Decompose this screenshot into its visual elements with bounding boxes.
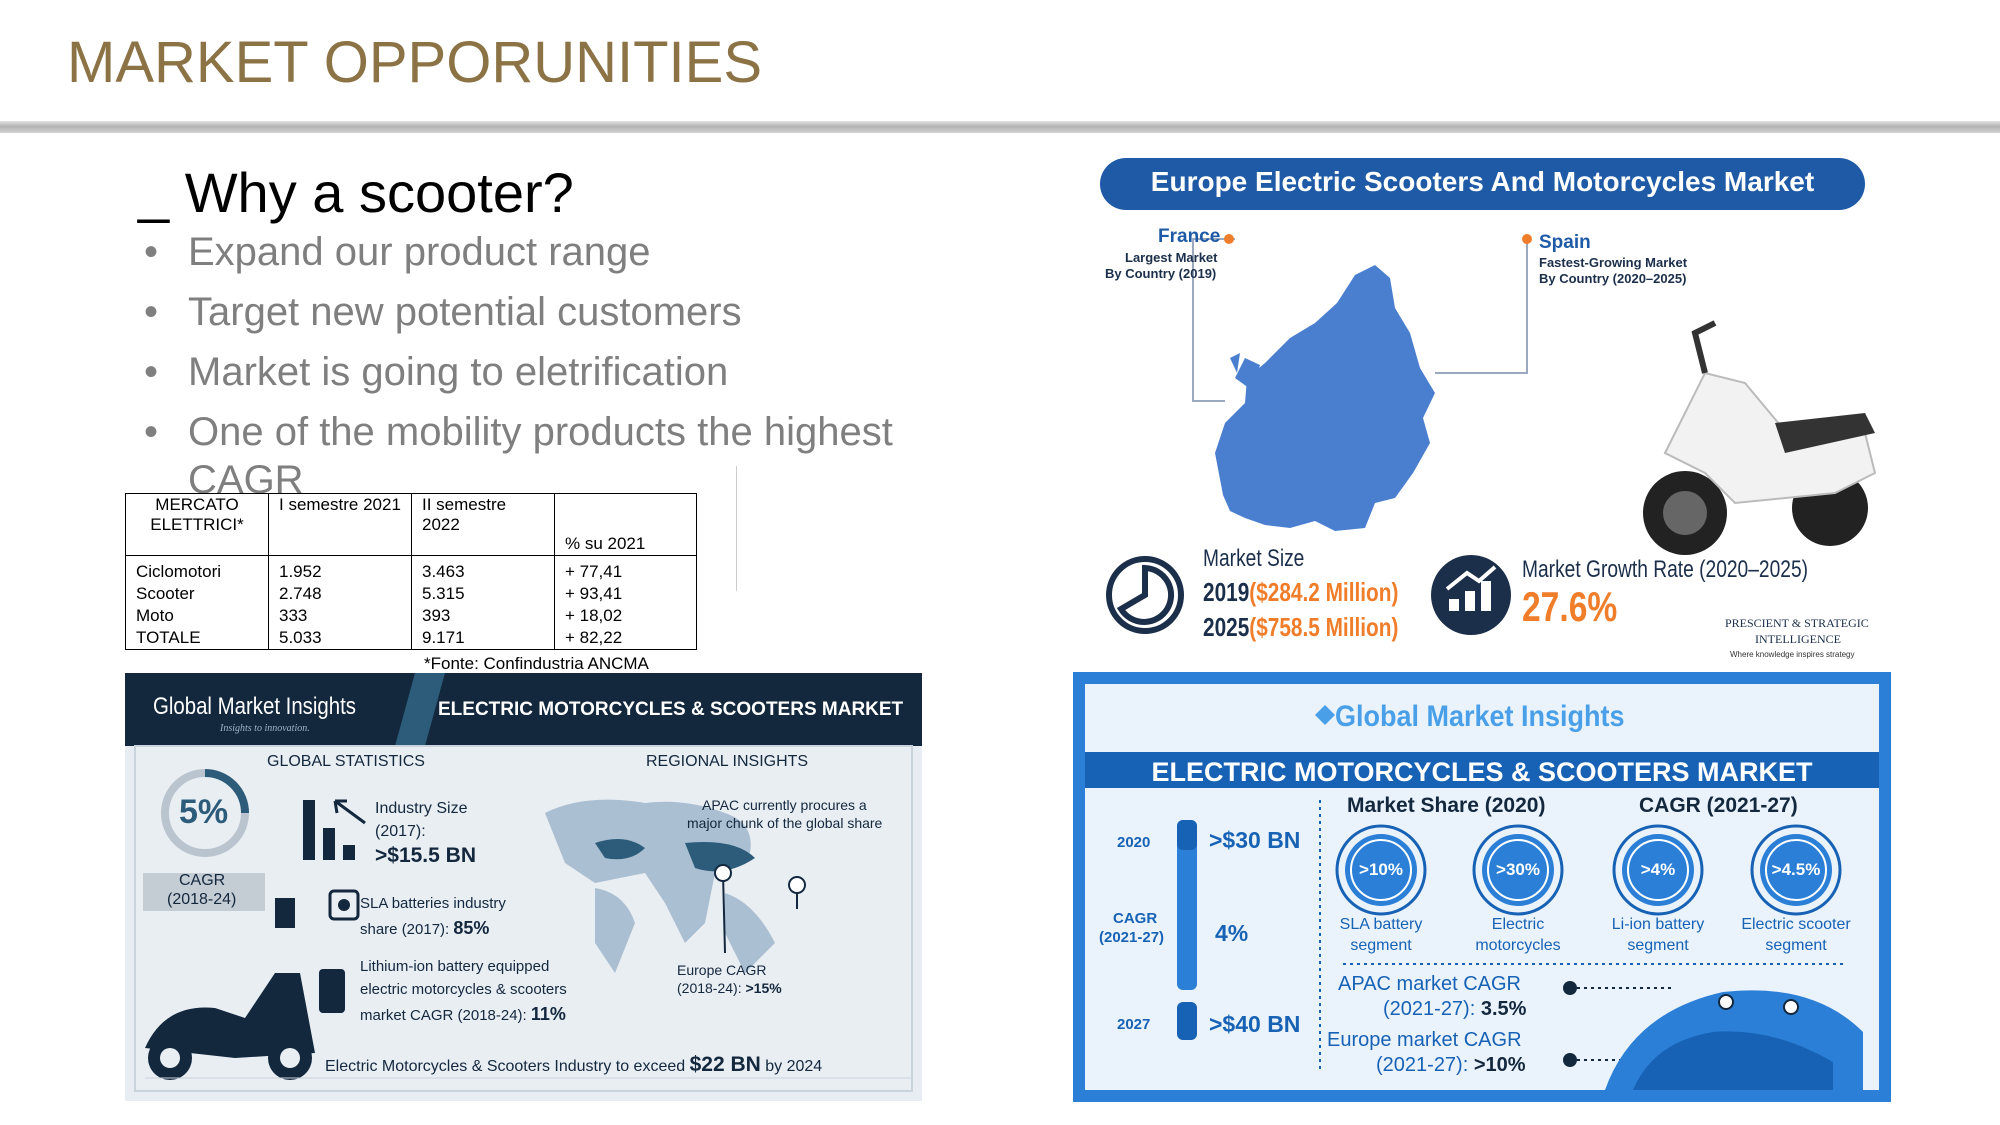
gmi2-apac: APAC market CAGR bbox=[1338, 973, 1521, 995]
gmi1-industry-size-value: >$15.5 BN bbox=[375, 844, 476, 867]
slide-subtitle: _ Why a scooter? bbox=[138, 161, 574, 224]
spain-label: Spain bbox=[1539, 232, 1591, 253]
france-label: France bbox=[1158, 226, 1221, 247]
gmi1-europe: Europe CAGR bbox=[677, 962, 767, 978]
gmi2-circle-label: Li-ion battery bbox=[1611, 916, 1705, 933]
table-header: MERCATO ELETTRICI* bbox=[126, 494, 269, 556]
table-cell: 9.171 bbox=[412, 627, 555, 650]
france-desc: Largest Market bbox=[1125, 250, 1218, 265]
brand-logo: PRESCIENT & STRATEGIC bbox=[1725, 616, 1869, 630]
gmi1-header-title: ELECTRIC MOTORCYCLES & SCOOTERS MARKET bbox=[438, 699, 904, 720]
table-cell: 2.748 bbox=[269, 583, 412, 605]
table-header: I semestre 2021 bbox=[269, 494, 412, 556]
table-cell: + 77,41 bbox=[555, 556, 697, 584]
table-cell: 3.463 bbox=[412, 556, 555, 584]
gmi2-circle-label: segment bbox=[1350, 937, 1412, 954]
table-cell: 333 bbox=[269, 605, 412, 627]
market-size-label: Market Size bbox=[1203, 545, 1305, 572]
gmi1-li: Lithium-ion battery equipped bbox=[360, 958, 550, 975]
table-header: II semestre 2022 bbox=[412, 494, 555, 556]
table-cell: + 93,41 bbox=[555, 583, 697, 605]
scooter-image bbox=[1625, 303, 1885, 563]
table-cell: 5.033 bbox=[269, 627, 412, 650]
gmi2-circle-label: Electric bbox=[1491, 916, 1545, 933]
bullet-list bbox=[140, 228, 940, 516]
growth-label: Market Growth Rate (2020–2025) bbox=[1522, 556, 1809, 583]
gmi2-cagr-value: 4% bbox=[1215, 920, 1249, 946]
gmi1-global-stats: GLOBAL STATISTICS bbox=[267, 753, 425, 770]
europe-title: Europe Electric Scooters And Motorcycles Market bbox=[1150, 166, 1815, 197]
gmi1-apac: major chunk of the global share bbox=[687, 815, 883, 831]
table-row bbox=[126, 627, 697, 650]
bullet-item: • Market is going to eletrification bbox=[140, 348, 940, 396]
france-desc: By Country (2019) bbox=[1105, 266, 1217, 281]
gmi2-apac: (2021-27): 3.5% bbox=[1383, 998, 1527, 1020]
gmi2-logo: Global Market Insights bbox=[1335, 700, 1625, 733]
gmi2-cagr-period: (2021-27) bbox=[1099, 929, 1165, 946]
gmi1-sla: SLA batteries industry bbox=[360, 895, 506, 912]
gmi1-europe: (2018-24): >15% bbox=[677, 980, 782, 996]
gmi1-tagline: Insights to innovation. bbox=[220, 723, 310, 734]
gmi2-circle-value: >30% bbox=[1496, 860, 1540, 879]
gmi-infographic-2 bbox=[1073, 672, 1891, 1102]
gmi2-circle-value: >4.5% bbox=[1771, 860, 1821, 879]
divider bbox=[736, 466, 737, 591]
table-cell: Scooter bbox=[126, 583, 269, 605]
gmi1-sla: share (2017): 85% bbox=[360, 918, 490, 938]
gmi2-cagr-title: CAGR (2021-27) bbox=[1639, 794, 1798, 817]
gmi1-li: electric motorcycles & scooters bbox=[360, 981, 567, 998]
gmi2-circle-value: >10% bbox=[1359, 860, 1403, 879]
gmi1-logo: Global Market Insights bbox=[153, 693, 356, 720]
table-row bbox=[126, 583, 697, 605]
europe-infographic bbox=[1075, 133, 1890, 665]
slide-title: MARKET OPPORUNITIES bbox=[67, 30, 763, 95]
gmi1-regional: REGIONAL INSIGHTS bbox=[646, 753, 809, 770]
gmi1-footer: Electric Motorcycles & Scooters Industry to exceed $22 BN by 2024 bbox=[325, 1053, 823, 1076]
gmi1-cagr-value: 5% bbox=[179, 793, 229, 831]
gmi2-year: 2020 bbox=[1117, 834, 1151, 851]
gmi1-apac: APAC currently procures a bbox=[702, 797, 867, 813]
table-cell: Moto bbox=[126, 605, 269, 627]
bullet-item: • Target new potential customers bbox=[140, 288, 940, 336]
market-size-2019: 2019($284.2 Million) bbox=[1203, 577, 1399, 607]
gmi2-value: >$40 BN bbox=[1209, 1011, 1301, 1037]
table-cell: TOTALE bbox=[126, 627, 269, 650]
table-cell: Ciclomotori bbox=[126, 556, 269, 584]
gmi2-eu: Europe market CAGR bbox=[1327, 1029, 1522, 1051]
bullet-item: • Expand our product range bbox=[140, 228, 940, 276]
gmi2-year: 2027 bbox=[1117, 1016, 1151, 1033]
table-row bbox=[126, 556, 697, 584]
table-cell: 1.952 bbox=[269, 556, 412, 584]
table-header: % su 2021 bbox=[555, 494, 697, 556]
bullet-item: • One of the mobility products the highest CAGR bbox=[140, 408, 940, 504]
table-cell: 5.315 bbox=[412, 583, 555, 605]
gmi2-circle-label: SLA battery bbox=[1339, 916, 1423, 933]
gmi2-value: >$30 BN bbox=[1209, 827, 1301, 853]
gmi1-cagr-period: (2018-24) bbox=[167, 891, 237, 908]
gmi2-circle-label: motorcycles bbox=[1475, 937, 1561, 954]
gmi1-industry-size: Industry Size bbox=[375, 800, 468, 817]
growth-value: 27.6% bbox=[1522, 583, 1618, 630]
gmi1-li: market CAGR (2018-24): 11% bbox=[360, 1004, 566, 1024]
gmi1-graphics bbox=[125, 673, 922, 1101]
market-size-2025: 2025($758.5 Million) bbox=[1203, 612, 1399, 642]
table-cell: 393 bbox=[412, 605, 555, 627]
gmi2-share-title: Market Share (2020) bbox=[1347, 794, 1546, 817]
brand-logo: INTELLIGENCE bbox=[1755, 632, 1841, 646]
gmi2-cagr-label: CAGR bbox=[1113, 910, 1158, 927]
sales-table bbox=[125, 493, 697, 650]
gmi2-circle-label: segment bbox=[1627, 937, 1689, 954]
table-cell: + 82,22 bbox=[555, 627, 697, 650]
gmi2-circle-label: Electric scooter bbox=[1741, 916, 1851, 933]
gmi2-circle-label: segment bbox=[1765, 937, 1827, 954]
gmi1-cagr-label: CAGR bbox=[179, 872, 226, 889]
spain-desc: By Country (2020–2025) bbox=[1539, 271, 1687, 286]
table-source: *Fonte: Confindustria ANCMA bbox=[424, 654, 649, 673]
spain-desc: Fastest-Growing Market bbox=[1539, 255, 1688, 270]
gmi-infographic-1 bbox=[125, 673, 922, 1101]
brand-tagline: Where knowledge inspires strategy bbox=[1730, 650, 1855, 659]
table-row bbox=[126, 605, 697, 627]
header-rule bbox=[0, 121, 2000, 133]
gmi1-industry-size: (2017): bbox=[375, 823, 426, 840]
gmi2-eu: (2021-27): >10% bbox=[1376, 1054, 1526, 1076]
table-cell: + 18,02 bbox=[555, 605, 697, 627]
gmi2-header-title: ELECTRIC MOTORCYCLES & SCOOTERS MARKET bbox=[1151, 757, 1813, 787]
gmi2-circle-value: >4% bbox=[1640, 860, 1676, 879]
